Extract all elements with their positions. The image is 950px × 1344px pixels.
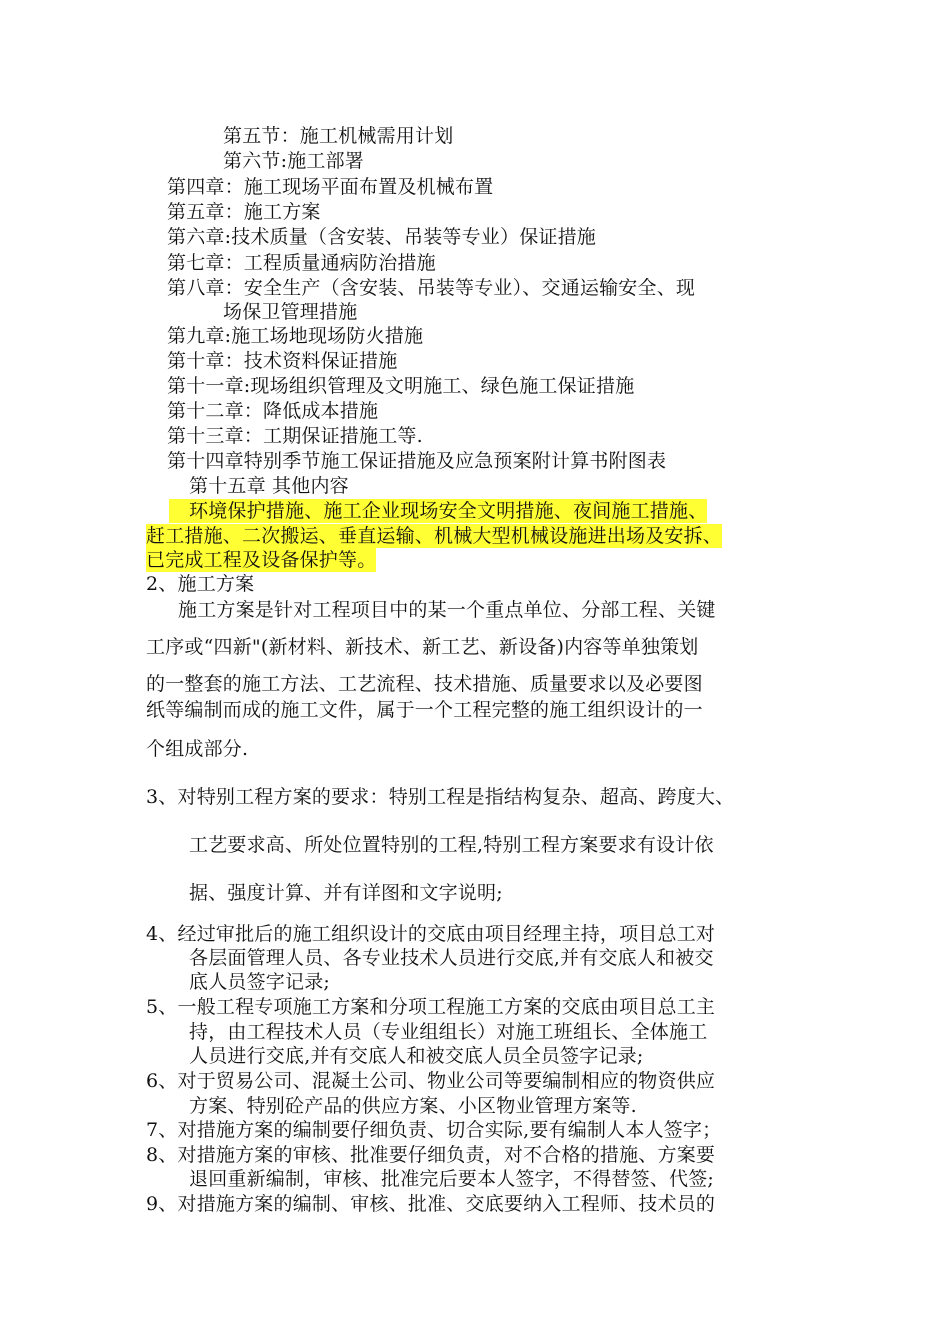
outline-item: 第九章:施工场地现场防火措施: [167, 325, 424, 347]
list-item: 6、对于贸易公司、混凝土公司、物业公司等要编制相应的物资供应: [146, 1070, 716, 1092]
outline-item: 第六章:技术质量（含安装、吊装等专业）保证措施: [167, 226, 597, 248]
list-item-continued: 人员进行交底,并有交底人和被交底人员全员签字记录;: [189, 1045, 644, 1067]
highlighted-line: 环境保护措施、施工企业现场安全文明措施、夜间施工措施、: [169, 499, 707, 523]
body-line: 工艺要求高、所处位置特别的工程,特别工程方案要求有设计依: [189, 834, 714, 856]
outline-item: 第五节：施工机械需用计划: [223, 125, 454, 147]
list-item: 8、对措施方案的审核、批准要仔细负责，对不合格的措施、方案要: [146, 1144, 716, 1166]
body-line: 工序或“四新"(新材料、新技术、新工艺、新设备)内容等单独策划: [146, 636, 699, 658]
body-line: 3、对特别工程方案的要求：特别工程是指结构复杂、超高、跨度大、: [146, 786, 735, 808]
outline-item: 第五章：施工方案: [167, 201, 321, 223]
outline-item: 第八章：安全生产（含安装、吊装等专业）、交通运输安全、现: [167, 277, 696, 299]
outline-item: 第十章：技术资料保证措施: [167, 350, 398, 372]
list-item-continued: 持，由工程技术人员（专业组组长）对施工班组长、全体施工: [189, 1021, 708, 1043]
list-item-continued: 底人员签字记录;: [189, 971, 331, 993]
list-item-continued: 各层面管理人员、各专业技术人员进行交底,并有交底人和被交: [189, 947, 714, 969]
outline-item: 第七章：工程质量通病防治措施: [167, 252, 436, 274]
body-line: 的一整套的施工方法、工艺流程、技术措施、质量要求以及必要图: [146, 673, 703, 695]
list-item: 5、一般工程专项施工方案和分项工程施工方案的交底由项目总工主: [146, 996, 716, 1018]
outline-item: 第十四章特别季节施工保证措施及应急预案附计算书附图表: [167, 450, 667, 472]
outline-item: 第十一章:现场组织管理及文明施工、绿色施工保证措施: [167, 375, 635, 397]
outline-item-continued: 场保卫管理措施: [223, 301, 358, 323]
section-heading: 2、施工方案: [146, 573, 255, 595]
outline-item: 第十二章：降低成本措施: [167, 400, 379, 422]
body-line: 施工方案是针对工程项目中的某一个重点单位、分部工程、关键: [178, 599, 716, 621]
list-item: 4、经过审批后的施工组织设计的交底由项目经理主持，项目总工对: [146, 923, 716, 945]
body-line: 纸等编制而成的施工文件，属于一个工程完整的施工组织设计的一: [146, 699, 703, 721]
outline-item: 第十三章：工期保证措施工等.: [167, 425, 423, 447]
body-line: 据、强度计算、并有详图和文字说明;: [189, 882, 503, 904]
body-line: 个组成部分.: [146, 738, 249, 760]
list-item-continued: 退回重新编制，审核、批准完后要本人签字，不得替签、代签;: [189, 1168, 715, 1190]
outline-item: 第六节:施工部署: [223, 150, 365, 172]
highlighted-line: 赶工措施、二次搬运、垂直运输、机械大型机械设施进出场及安拆、: [146, 525, 723, 547]
outline-item: 第四章：施工现场平面布置及机械布置: [167, 176, 494, 198]
outline-item: 第十五章 其他内容: [189, 475, 349, 497]
list-item: 7、对措施方案的编制要仔细负责、切合实际,要有编制人本人签字；: [146, 1119, 722, 1141]
list-item: 9、对措施方案的编制、审核、批准、交底要纳入工程师、技术员的: [146, 1193, 716, 1215]
highlighted-line: 已完成工程及设备保护等。: [146, 549, 377, 571]
list-item-continued: 方案、特别砼产品的供应方案、小区物业管理方案等.: [189, 1095, 637, 1117]
